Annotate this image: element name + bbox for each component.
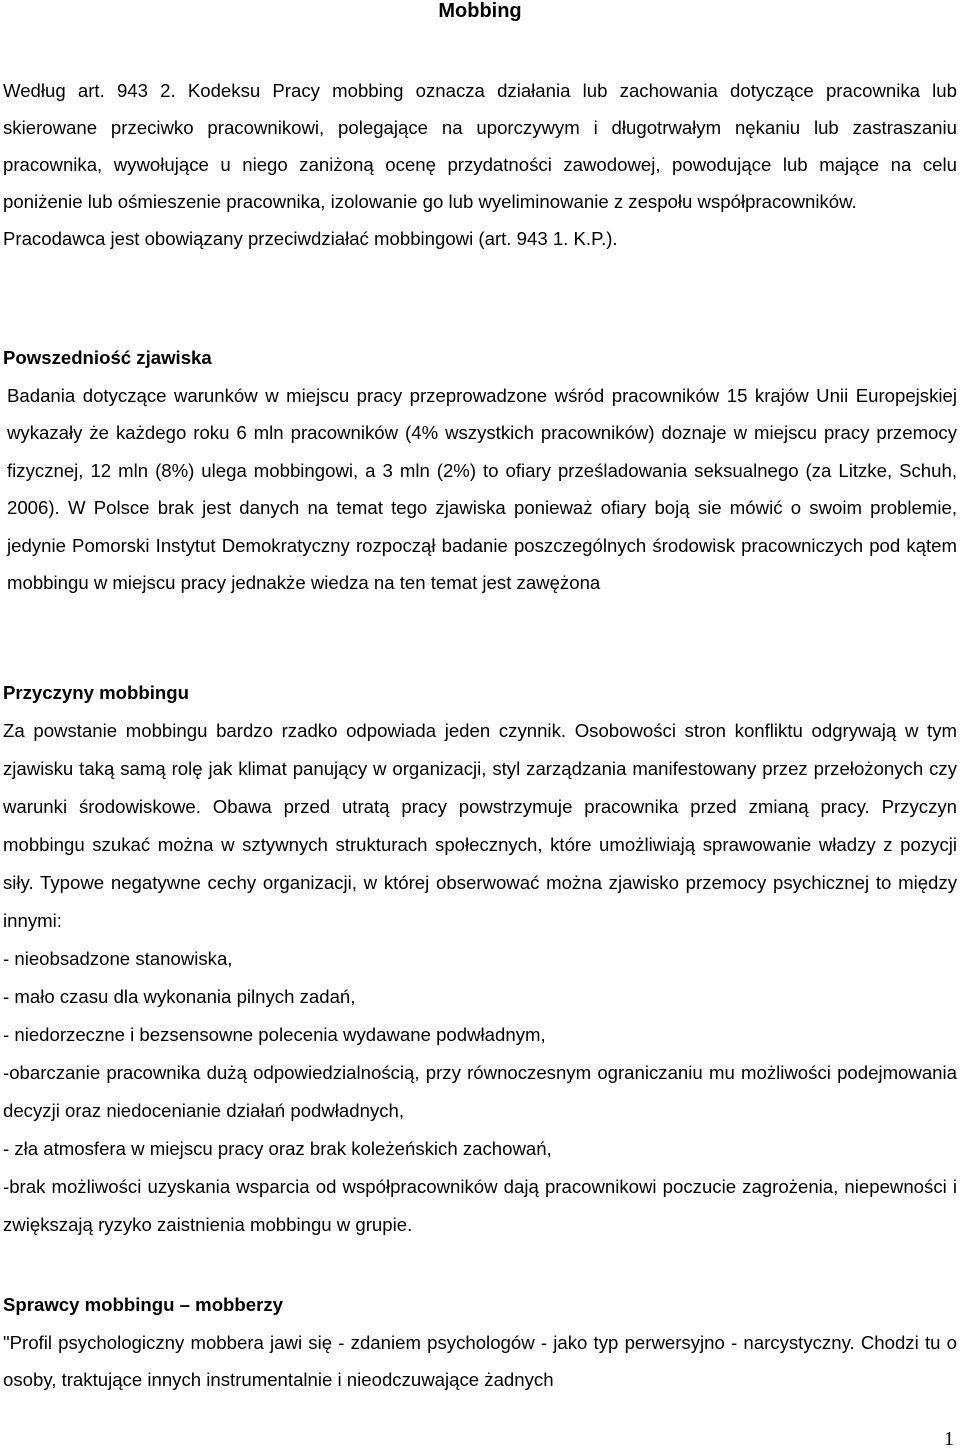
definition-paragraph: Według art. 943 2. Kodeksu Pracy mobbing oznacza działania lub zachowania dotyczące pracownika lub skierowane przeciwko pracownikowi, polegające na uporczywym i długotrwałym nękaniu lub zastraszaniu pracownika, wywołujące u niego zaniżoną ocenę przydatności zawodowej, powodujące lub mające na celu poniżenie lub ośmieszenie pracownika, izolowanie go lub wyeliminowanie z zespołu współpracowników. — [3, 80, 957, 212]
prevalence-paragraph: Badania dotyczące warunków w miejscu pracy przeprowadzone wśród pracowników 15 krajów Unii Europejskiej wykazały że każdego roku 6 mln pracowników (4% wszystkich pracowników) doznaje w miejscu pracy przemocy fizycznej, 12 mln (8%) ulega mobbingowi, a 3 mln (2%) to ofiary prześladowania seksualnego (za Litzke, Schuh, 2006). W Polsce brak jest danych na temat tego zjawiska ponieważ ofiary boją sie mówić o swoim problemie, jedynie Pomorski Instytut Demokratyczny rozpoczął badanie poszczególnych środowisk pracowniczych pod kątem mobbingu w miejscu pracy jednakże wiedza na ten temat jest zawężona — [7, 384, 957, 593]
causes-list-item: - zła atmosfera w miejscu pracy oraz brak koleżeńskich zachowań, — [3, 1138, 552, 1159]
perpetrators-paragraph: "Profil psychologiczny mobbera jawi się - zdaniem psychologów - jako typ perwersyjno - narcystyczny. Chodzi tu o osoby, traktujące innych instrumentalnie i nieodczuwające żadnych — [3, 1331, 957, 1390]
causes-list-item: - mało czasu dla wykonania pilnych zadań, — [3, 986, 356, 1007]
causes-list-item: -obarczanie pracownika dużą odpowiedzialnością, przy równoczesnym ograniczaniu mu możliwości podejmowania decyzji oraz niedocenianie działań podwładnych, — [3, 1062, 957, 1121]
prevalence-section — [3, 339, 957, 602]
perpetrators-section — [3, 1286, 957, 1399]
causes-section — [3, 674, 957, 1244]
employer-duty-paragraph: Pracodawca jest obowiązany przeciwdziałać mobbingowi (art. 943 1. K.P.). — [3, 228, 618, 249]
causes-heading: Przyczyny mobbingu — [3, 682, 189, 703]
causes-paragraph: Za powstanie mobbingu bardzo rzadko odpowiada jeden czynnik. Osobowości stron konfliktu odgrywają w tym zjawisku taką samą rolę jak klimat panujący w organizacji, styl zarządzania manifestowany przez przełożonych czy warunki środowiskowe. Obawa przed utratą pracy powstrzymuje pracownika przed zmianą pracy. Przyczyn mobbingu szukać można w sztywnych strukturach społecznych, które umożliwiają sprawowanie władzy z pozycji siły. Typowe negatywne cechy organizacji, w której obserwować można zjawisko przemocy psychicznej to między innymi: — [3, 720, 957, 931]
prevalence-heading: Powszedniość zjawiska — [3, 347, 212, 368]
causes-list-item: -brak możliwości uzyskania wsparcia od współpracowników dają pracownikowi poczucie zagrożenia, niepewności i zwiększają ryzyko zaistnienia mobbingu w grupie. — [3, 1176, 957, 1235]
causes-list-item: - niedorzeczne i bezsensowne polecenia wydawane podwładnym, — [3, 1024, 546, 1045]
page-number: 1 — [944, 1428, 954, 1450]
causes-list-item: - nieobsadzone stanowiska, — [3, 948, 233, 969]
perpetrators-heading: Sprawcy mobbingu – mobberzy — [3, 1294, 283, 1315]
intro-section — [3, 72, 957, 257]
document-title: Mobbing — [438, 0, 522, 22]
